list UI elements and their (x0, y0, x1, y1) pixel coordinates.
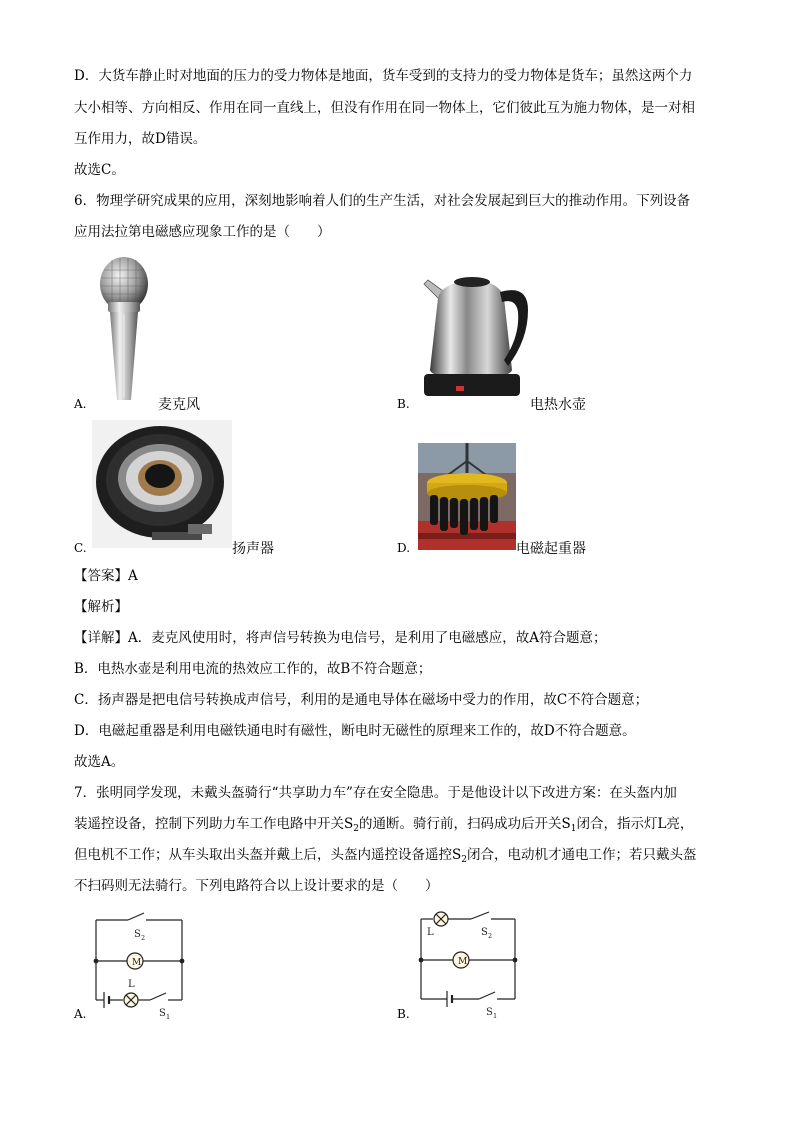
q5-choose: 故选C。 (74, 162, 125, 178)
q7-stem-line2: 装遥控设备，控制下列助力车工作电路中开关$S_2$的通断。骑行前，扫码成功后开关$S_1$闭合，指示灯L亮， (74, 816, 694, 834)
circuit-b-s2-sub: 2 (488, 932, 493, 940)
option-c-caption: 扬声器 (232, 541, 274, 557)
q6-choose: 故选A。 (74, 754, 125, 770)
q7-stem-line3: 但电机不工作；从车头取出头盔并戴上后，头盔内遥控设备遥控$S_2$闭合，电动机才通电工作；若只戴头盔 (74, 847, 697, 865)
q6-stem-line2: 应用法拉第电磁感应现象工作的是（ ） (74, 224, 331, 240)
option-d-caption: 电磁起重器 (516, 541, 586, 557)
option-a-caption: 麦克风 (158, 397, 200, 413)
circuit-b-s1-sub: 1 (493, 1012, 498, 1020)
q6-stem-line1: 6．物理学研究成果的应用，深刻地影响着人们的生产生活，对社会发展起到巨大的推动作用。下列设备 (74, 193, 691, 209)
option-c-letter: C. (74, 541, 87, 555)
circuit-b-letter: B. (397, 1007, 410, 1021)
microphone-icon (94, 254, 154, 402)
q7-stem-line1: 7．张明同学发现，未戴头盔骑行“共享助力车”存在安全隐患。于是他设计以下改进方案：在头盔内加 (74, 785, 677, 801)
circuit-a-motor-label: M (132, 958, 142, 968)
q6-answer: 【答案】A (74, 568, 138, 584)
q5-d-line3: 互作用力，故D错误。 (74, 131, 207, 147)
speaker-icon (92, 420, 232, 548)
option-a-letter: A. (74, 397, 87, 411)
circuit-a-letter: A. (74, 1007, 87, 1021)
circuit-a-s2-sub: 2 (141, 934, 146, 942)
q6-detail-a: 【详解】A．麦克风使用时，将声信号转换为电信号，是利用了电磁感应，故A符合题意； (74, 630, 607, 646)
circuit-b-diagram (413, 905, 523, 1020)
q6-detail-c: C．扬声器是把电信号转换成声信号，利用的是通电导体在磁场中受力的作用，故C不符合题意； (74, 692, 649, 708)
q6-analysis-heading: 【解析】 (74, 599, 128, 615)
kettle-icon (420, 270, 530, 404)
circuit-a-lamp-label: L (128, 979, 135, 990)
electromagnetic-crane-icon (418, 443, 516, 550)
circuit-a-s2-label: S (134, 929, 141, 940)
circuit-a-diagram (88, 910, 188, 1025)
circuit-b-motor-label: M (458, 957, 468, 967)
option-b-letter: B. (397, 397, 410, 411)
q5-d-line2: 大小相等、方向相反、作用在同一直线上，但没有作用在同一物体上，它们彼此互为施力物体，是一对相 (74, 100, 695, 116)
q6-detail-d: D．电磁起重器是利用电磁铁通电时有磁性，断电时无磁性的原理来工作的，故D不符合题意。 (74, 723, 636, 739)
circuit-a-s1-sub: 1 (166, 1013, 171, 1021)
circuit-b-s2-label: S (481, 927, 488, 938)
circuit-b-lamp-label: L (427, 927, 434, 938)
circuit-b-s1-label: S (486, 1007, 493, 1018)
q5-d-line1: D．大货车静止时对地面的压力的受力物体是地面，货车受到的支持力的受力物体是货车；虽然这两个力 (74, 68, 693, 84)
option-b-caption: 电热水壶 (530, 397, 586, 413)
q7-stem-line4: 不扫码则无法骑行。下列电路符合以上设计要求的是（ ） (74, 878, 439, 894)
option-d-letter: D. (397, 541, 411, 555)
q6-detail-b: B．电热水壶是利用电流的热效应工作的，故B不符合题意； (74, 661, 432, 677)
circuit-a-s1-label: S (159, 1008, 166, 1019)
